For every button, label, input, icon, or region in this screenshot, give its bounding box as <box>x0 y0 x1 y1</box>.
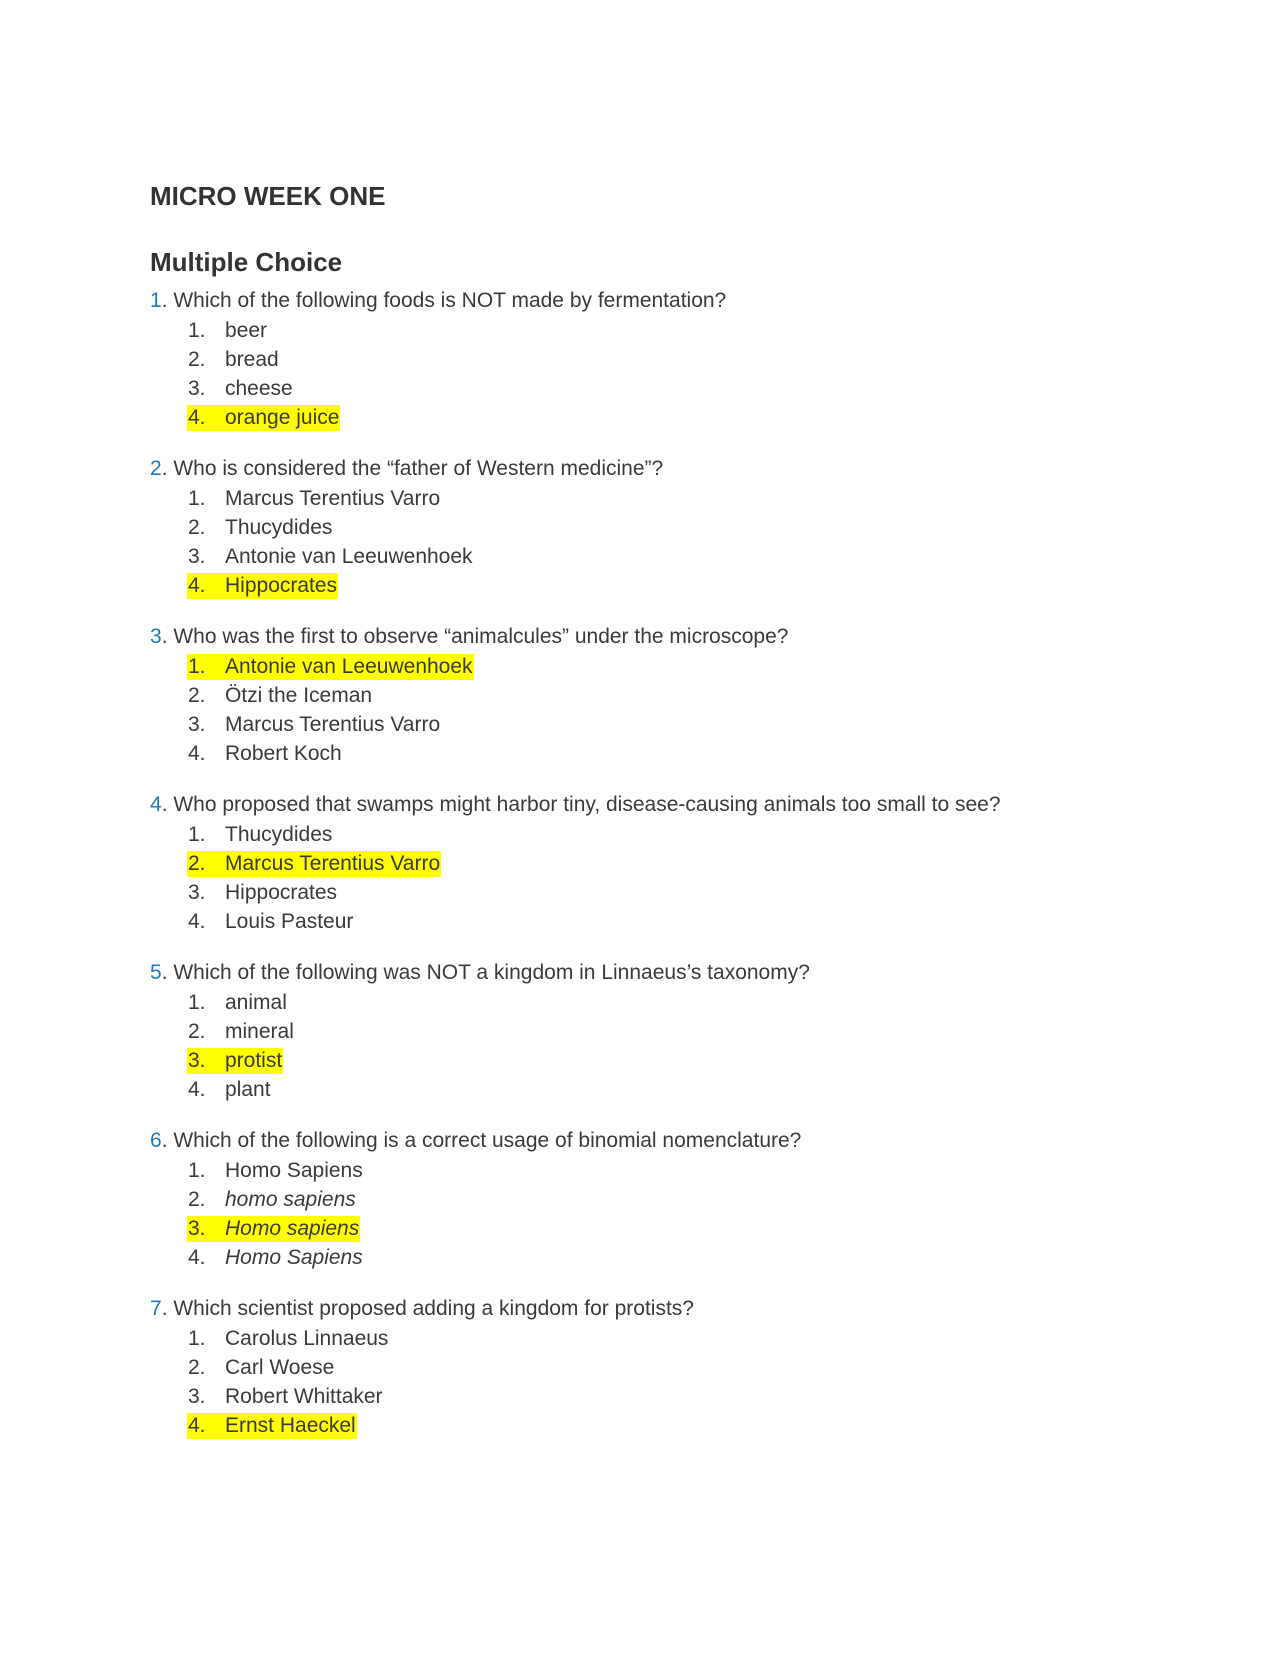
answer-option <box>187 1185 1150 1214</box>
question-stem <box>150 1126 1150 1156</box>
option-number: 3. <box>188 713 206 736</box>
option-text: Marcus Terentius Varro <box>225 852 441 875</box>
answer-option <box>187 374 1150 403</box>
highlight-mark <box>187 851 441 877</box>
answer-option-correct <box>187 849 1150 878</box>
option-number: 4. <box>188 1414 206 1437</box>
question-stem <box>150 1294 1150 1324</box>
option-text: beer <box>225 319 268 342</box>
question-number: 5 <box>150 961 162 984</box>
question-text: . Who proposed that swamps might harbor tiny, disease-causing animals too small to see? <box>161 793 1001 816</box>
option-text: bread <box>225 348 279 371</box>
option-number: 1. <box>188 1159 206 1182</box>
question-text: . Which of the following is a correct usage of binomial nomenclature? <box>161 1129 802 1152</box>
question-4 <box>150 790 1150 936</box>
option-content <box>187 1326 389 1352</box>
option-text: Homo Sapiens <box>225 1246 363 1269</box>
option-text: plant <box>225 1078 271 1101</box>
answer-options <box>150 988 1150 1104</box>
question-5 <box>150 958 1150 1104</box>
question-stem <box>150 286 1150 316</box>
option-content <box>187 1019 295 1045</box>
option-content <box>187 909 354 935</box>
option-content <box>187 1355 335 1381</box>
option-content <box>187 486 441 512</box>
answer-option <box>187 1075 1150 1104</box>
option-text: Carolus Linnaeus <box>225 1327 389 1350</box>
option-content <box>187 1245 364 1271</box>
option-number: 1. <box>188 1327 206 1350</box>
option-content <box>187 376 294 402</box>
option-number: 3. <box>188 545 206 568</box>
question-text: . Which scientist proposed adding a kingdom for protists? <box>161 1297 694 1320</box>
answer-option <box>187 542 1150 571</box>
option-number: 4. <box>188 1078 206 1101</box>
question-text: . Who is considered the “father of Western medicine”? <box>161 457 664 480</box>
option-text: Thucydides <box>225 823 333 846</box>
option-text: Ernst Haeckel <box>225 1414 356 1437</box>
highlight-mark <box>187 1216 360 1242</box>
answer-options <box>150 316 1150 432</box>
answer-option-correct <box>187 571 1150 600</box>
option-content <box>187 515 333 541</box>
answer-option-correct <box>187 1214 1150 1243</box>
option-text: Robert Koch <box>225 742 342 765</box>
answer-option <box>187 1243 1150 1272</box>
document-page <box>150 180 1150 1440</box>
highlight-mark <box>187 405 340 431</box>
option-content <box>187 1077 272 1103</box>
option-number: 1. <box>188 319 206 342</box>
answer-option <box>187 1353 1150 1382</box>
option-text: Marcus Terentius Varro <box>225 487 441 510</box>
option-text: Homo sapiens <box>225 1217 360 1240</box>
option-text: homo sapiens <box>225 1188 356 1211</box>
question-number: 6 <box>150 1129 162 1152</box>
answer-option <box>187 345 1150 374</box>
option-number: 4. <box>188 742 206 765</box>
option-text: Homo Sapiens <box>225 1159 363 1182</box>
answer-options <box>150 820 1150 936</box>
answer-options <box>150 484 1150 600</box>
highlight-mark <box>187 1413 357 1439</box>
question-text: . Who was the first to observe “animalcules” under the microscope? <box>161 625 789 648</box>
answer-option <box>187 820 1150 849</box>
question-number: 1 <box>150 289 162 312</box>
option-text: Thucydides <box>225 516 333 539</box>
option-text: Carl Woese <box>225 1356 335 1379</box>
answer-options <box>150 652 1150 768</box>
question-number: 3 <box>150 625 162 648</box>
answer-option <box>187 878 1150 907</box>
answer-option-correct <box>187 652 1150 681</box>
answer-option <box>187 1156 1150 1185</box>
option-number: 3. <box>188 1385 206 1408</box>
answer-option-correct <box>187 1411 1150 1440</box>
answer-option <box>187 513 1150 542</box>
option-text: Hippocrates <box>225 574 338 597</box>
section-title: Multiple Choice <box>150 247 343 277</box>
option-number: 2. <box>188 1020 206 1043</box>
option-number: 3. <box>188 377 206 400</box>
question-3 <box>150 622 1150 768</box>
highlight-mark <box>187 573 338 599</box>
option-text: Marcus Terentius Varro <box>225 713 441 736</box>
option-text: Antonie van Leeuwenhoek <box>225 655 473 678</box>
highlight-mark <box>187 654 474 680</box>
question-stem <box>150 454 1150 484</box>
option-content <box>187 1158 364 1184</box>
answer-option <box>187 739 1150 768</box>
answer-option <box>187 907 1150 936</box>
option-number: 1. <box>188 991 206 1014</box>
question-7 <box>150 1294 1150 1440</box>
option-content <box>187 880 338 906</box>
option-content <box>187 683 373 709</box>
answer-option-correct <box>187 403 1150 432</box>
option-number: 2. <box>188 684 206 707</box>
answer-option <box>187 1324 1150 1353</box>
option-number: 1. <box>188 487 206 510</box>
option-content <box>187 990 288 1016</box>
option-content <box>187 822 333 848</box>
option-text: Louis Pasteur <box>225 910 354 933</box>
option-number: 2. <box>188 348 206 371</box>
option-content <box>187 347 280 373</box>
option-number: 4. <box>188 910 206 933</box>
option-content <box>187 1384 384 1410</box>
option-text: animal <box>225 991 287 1014</box>
question-text: . Which of the following foods is NOT made by fermentation? <box>161 289 727 312</box>
option-text: mineral <box>225 1020 294 1043</box>
document-title: MICRO WEEK ONE <box>150 181 386 211</box>
answer-option <box>187 316 1150 345</box>
question-number: 4 <box>150 793 162 816</box>
option-text: orange juice <box>225 406 340 429</box>
option-number: 3. <box>188 881 206 904</box>
option-content <box>187 544 474 570</box>
answer-option <box>187 484 1150 513</box>
question-number: 7 <box>150 1297 162 1320</box>
answer-options <box>150 1156 1150 1272</box>
option-content <box>187 1187 357 1213</box>
option-number: 2. <box>188 1356 206 1379</box>
question-stem <box>150 958 1150 988</box>
option-number: 4. <box>188 406 206 429</box>
option-content <box>187 712 441 738</box>
option-content <box>187 318 268 344</box>
option-number: 1. <box>188 823 206 846</box>
answer-option-correct <box>187 1046 1150 1075</box>
answer-option <box>187 681 1150 710</box>
option-text: cheese <box>225 377 293 400</box>
question-text: . Which of the following was NOT a kingdom in Linnaeus’s taxonomy? <box>161 961 810 984</box>
option-number: 2. <box>188 852 206 875</box>
option-text: Ötzi the Iceman <box>225 684 373 707</box>
question-number: 2 <box>150 457 162 480</box>
question-6 <box>150 1126 1150 1272</box>
option-text: protist <box>225 1049 283 1072</box>
option-number: 2. <box>188 1188 206 1211</box>
option-text: Robert Whittaker <box>225 1385 383 1408</box>
answer-option <box>187 710 1150 739</box>
option-text: Antonie van Leeuwenhoek <box>225 545 473 568</box>
option-text: Hippocrates <box>225 881 338 904</box>
option-number: 1. <box>188 655 206 678</box>
question-stem <box>150 622 1150 652</box>
option-number: 2. <box>188 516 206 539</box>
question-2 <box>150 454 1150 600</box>
question-1 <box>150 286 1150 432</box>
answer-option <box>187 988 1150 1017</box>
answer-options <box>150 1324 1150 1440</box>
question-stem <box>150 790 1150 820</box>
highlight-mark <box>187 1048 283 1074</box>
option-number: 3. <box>188 1217 206 1240</box>
option-number: 3. <box>188 1049 206 1072</box>
option-content <box>187 741 343 767</box>
option-number: 4. <box>188 1246 206 1269</box>
answer-option <box>187 1382 1150 1411</box>
option-number: 4. <box>188 574 206 597</box>
question-list <box>150 286 1150 1440</box>
answer-option <box>187 1017 1150 1046</box>
